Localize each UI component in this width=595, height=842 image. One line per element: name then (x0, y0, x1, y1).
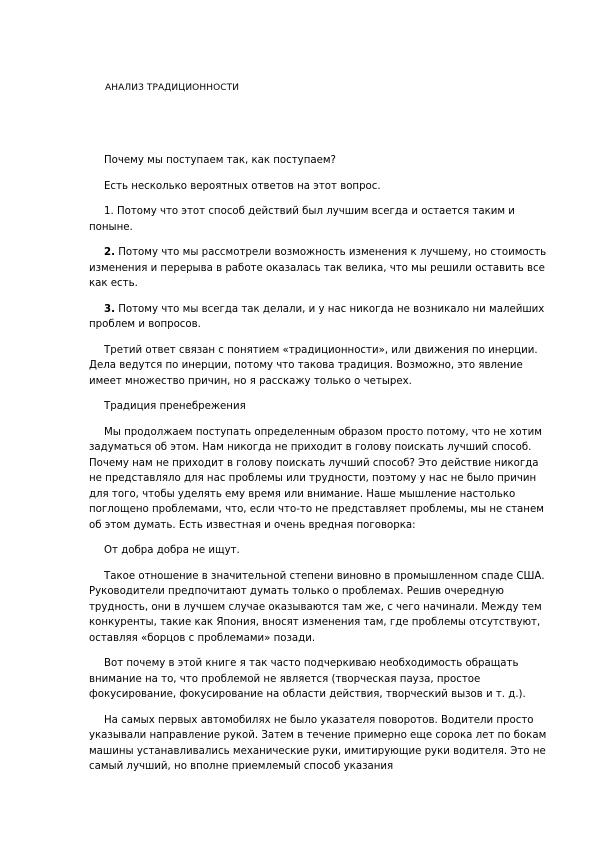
paragraph-proverb (89, 543, 551, 559)
paragraph-answer-3 (89, 302, 551, 333)
paragraph-text: Третий ответ связан с понятием «традиционности», или движения по инерции. Дела ведутся по инерции, потому что такова традиция. Возможно, это явление имеет множество причин, но я расскажу только о четырех. (89, 344, 538, 387)
paragraph-subheading (89, 399, 551, 415)
document-title: АНАЛИЗ ТРАДИЦИОННОСТИ (105, 83, 240, 93)
paragraph-text: 1. Потому что этот способ действий был лучшим всегда и остается таким и поныне. (89, 206, 515, 233)
paragraph-question (89, 153, 551, 169)
answer-number: 2. (104, 247, 115, 258)
paragraph-cars (89, 713, 551, 775)
paragraph-text: Вот почему в этой книге я так часто подчеркиваю необходимость обращать внимание на то, что проблемой не является (творческая пауза, простое фокусирование, фокусирование на области действия, творческий вызов и т. д.). (89, 658, 526, 700)
paragraph-neglect (89, 425, 551, 534)
paragraph-text: Такое отношение в значительной степени виновно в промышленном спаде США. Руководители предпочитают думать только о проблемах. Решив очередную трудность, они в лучшем случае оказываются там же, с чего начинали. Между тем конкуренты, такие как Япония, вносят изменения там, где проблемы отсутствуют, оставляя «борцов с проблемами» позади. (89, 570, 545, 644)
paragraph-text: Потому что мы всегда так делали, и у нас никогда не возникало ни малейших проблем и вопросов. (89, 303, 545, 330)
paragraph-text: Потому что мы рассмотрели возможность изменения к лучшему, но стоимость изменения и перерыва в работе оказалась так велика, что мы решили оставить все как есть. (89, 247, 547, 289)
paragraph-answer-2 (89, 245, 551, 292)
paragraph-answer-1 (89, 204, 551, 235)
paragraph-book (89, 656, 551, 703)
paragraph-text: Есть несколько вероятных ответов на этот вопрос. (104, 180, 381, 192)
document-body (89, 153, 551, 785)
paragraph-text: Мы продолжаем поступать определенным образом просто потому, что не хотим задуматься об этом. Нам никогда не приходит в голову поискать лучший способ. Почему нам не приходит в голову поискать лучший способ? Это действие никогда не представляло для нас проблемы или трудности, поэтому у нас не было причин для того, чтобы уделять ему время или внимание. Наше мышление настолько поглощено проблемами, что, если что-то не представляет проблемы, мы не станем об этом думать. Есть известная и очень вредная поговорка: (89, 426, 544, 531)
paragraph-answers-intro (89, 179, 551, 195)
paragraph-text: От добра добра не ищут. (104, 545, 240, 556)
paragraph-text: Почему мы поступаем так, как поступаем? (104, 155, 336, 166)
paragraph-text: На самых первых автомобилях не было указателя поворотов. Водители просто указывали направление рукой. Затем в течение примерно еще сорока лет по бокам машины устанавливались механические руки, имитирующие руки водителя. Это не самый лучший, но вполне приемлемый способ указания (89, 714, 547, 772)
paragraph-usa (89, 569, 551, 647)
paragraph-text: Традиция пренебрежения (104, 401, 246, 412)
answer-number: 3. (104, 303, 115, 315)
paragraph-inertia (89, 343, 551, 390)
